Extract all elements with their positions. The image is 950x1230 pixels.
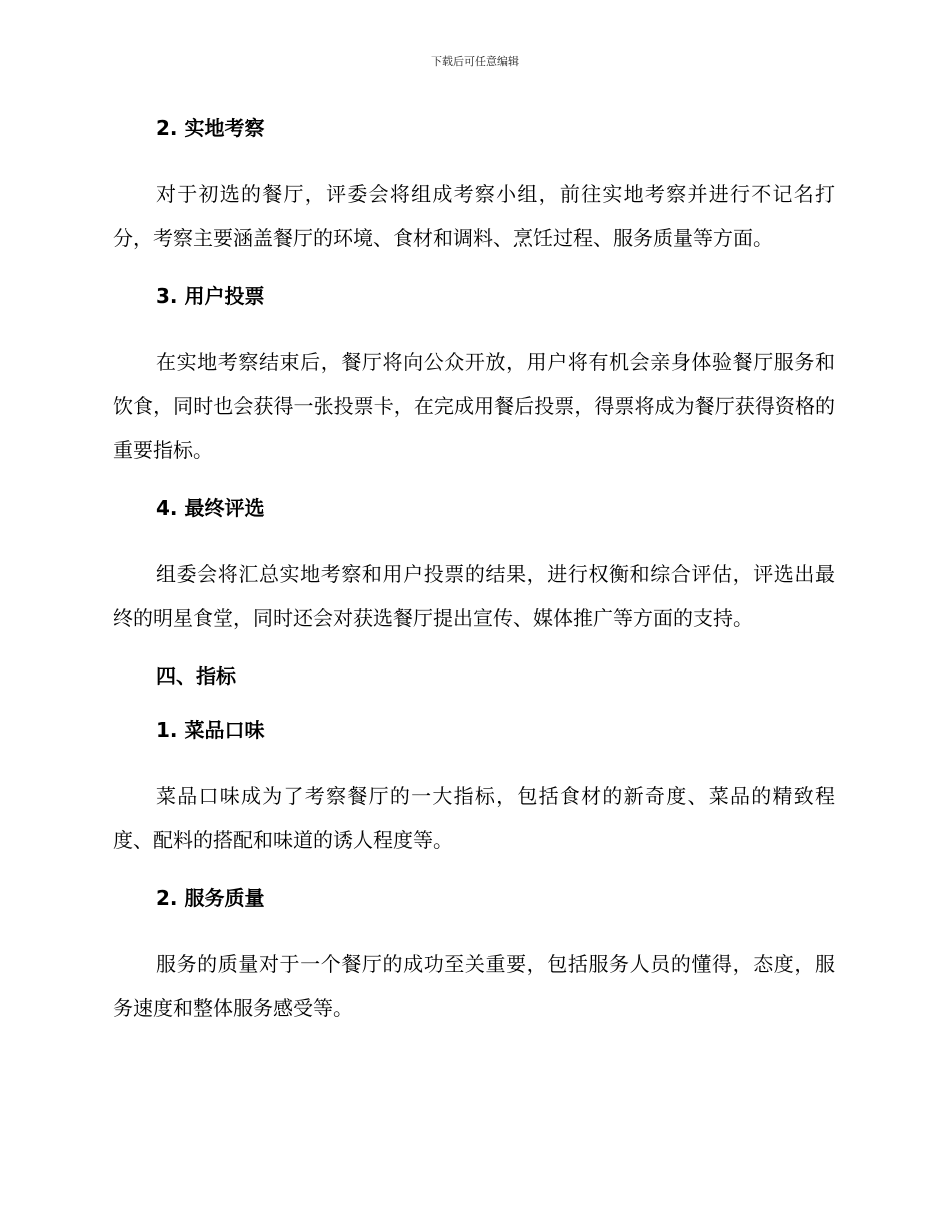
section-paragraph-service-quality: 服务的质量对于一个餐厅的成功至关重要，包括服务人员的懂得，态度，服务速度和整体服务感受等。 [113,952,835,1020]
section-paragraph-user-vote: 在实地考察结束后，餐厅将向公众开放，用户将有机会亲身体验餐厅服务和饮食，同时也会获得一张投票卡，在完成用餐后投票，得票将成为餐厅获得资格的重要指标。 [113,350,835,462]
page-header-note: 下载后可任意编辑 [431,55,519,68]
section-heading-indicators: 四、指标 [156,664,236,688]
section-paragraph-field-visit: 对于初选的餐厅，评委会将组成考察小组，前往实地考察并进行不记名打分，考察主要涵盖餐厅的环境、食材和调料、烹饪过程、服务质量等方面。 [113,182,835,250]
section-heading-user-vote: 3. 用户投票 [156,284,265,308]
section-heading-field-visit: 2. 实地考察 [156,116,265,140]
section-paragraph-dish-taste: 菜品口味成为了考察餐厅的一大指标，包括食材的新奇度、菜品的精致程度、配料的搭配和味道的诱人程度等。 [113,784,835,852]
section-heading-dish-taste: 1. 菜品口味 [156,718,265,742]
section-paragraph-final-selection: 组委会将汇总实地考察和用户投票的结果，进行权衡和综合评估，评选出最终的明星食堂，同时还会对获选餐厅提出宣传、媒体推广等方面的支持。 [113,562,835,630]
section-heading-final-selection: 4. 最终评选 [156,496,265,520]
document-body [113,112,835,1030]
section-heading-service-quality: 2. 服务质量 [156,886,265,910]
